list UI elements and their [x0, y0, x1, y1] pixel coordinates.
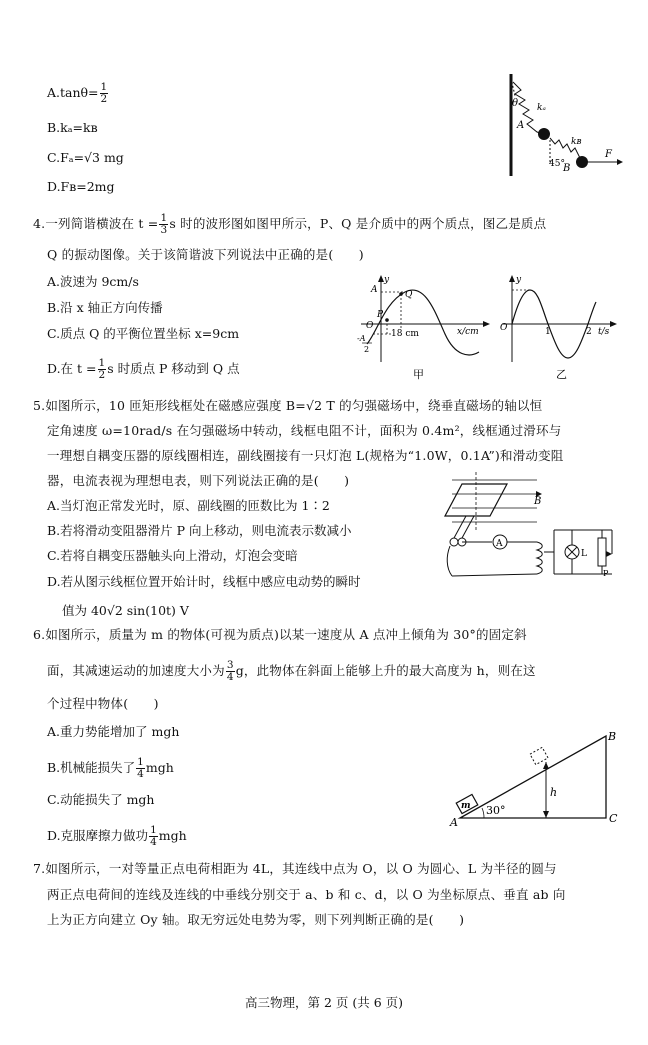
caption-yi: 乙 [556, 368, 567, 381]
fraction-numerator: 3 [226, 659, 234, 671]
q3-option-a-fraction [100, 82, 109, 105]
fraction-numerator: 1 [100, 81, 108, 93]
fraction-denominator: 4 [137, 768, 144, 780]
force-arrow-icon [617, 159, 623, 165]
q6-option-b-fraction [136, 757, 145, 780]
label-o: O [500, 323, 508, 333]
fraction-denominator: 2 [100, 93, 108, 105]
label-t: t/s [598, 327, 610, 337]
label-a: A [371, 285, 378, 295]
block-final-position [530, 747, 548, 764]
x-arrow-icon [483, 321, 490, 327]
label-p: P [377, 310, 384, 320]
q4-figure-yi [498, 272, 623, 382]
q5-stem-line-2: 定角速度 ω=10rad/s 在匀强磁场中转动，线框电阻不计，面积为 0.4m²，线框通过滑环与 [47, 423, 562, 438]
q6-option-d-post: mgh [158, 828, 187, 843]
label-t1: 1 [545, 327, 551, 337]
q6-option-d-fraction [149, 825, 158, 848]
fraction-denominator: 4 [226, 671, 234, 683]
label-theta: θ [512, 98, 519, 109]
q3-option-a [47, 82, 109, 105]
label-b: B [534, 496, 542, 507]
q6-option-b-post: mgh [145, 760, 174, 775]
fraction-denominator: 3 [160, 224, 168, 236]
q3-option-a-prefix: A.tanθ= [47, 85, 99, 100]
q4-stem-fraction [159, 213, 168, 236]
label-neg-a-num: -A [357, 334, 366, 343]
q5-stem-line-4: 器，电流表视为理想电表，则下列说法正确的是( ) [47, 473, 350, 488]
q4-option-d-fraction [98, 358, 107, 381]
q4-option-b: B.沿 x 轴正方向传播 [47, 300, 163, 315]
fraction-numerator: 1 [150, 824, 157, 836]
q6-stem-line-2 [47, 660, 536, 683]
q7-stem-line-2: 两正点电荷间的连线及连线的中垂线分别交于 a、b 和 c、d，以 O 为坐标原点、垂直 ab 向 [47, 887, 566, 902]
fraction-numerator: 1 [98, 357, 106, 369]
height-arrow-up-icon [543, 762, 549, 769]
wire-bottom [452, 574, 537, 576]
label-distance: 18 cm [391, 329, 419, 339]
label-y: y [516, 275, 522, 285]
q4-option-a: A.波速为 9cm/s [47, 274, 139, 289]
label-neg-a-num-value: A [359, 334, 366, 343]
q6-option-d-pre: D.克服摩擦力做功 [47, 828, 149, 843]
label-a: A [450, 816, 458, 828]
waveform [367, 290, 479, 355]
label-neg-a-den: 2 [364, 345, 370, 354]
rheostat-icon [598, 538, 606, 566]
q4-option-d [47, 358, 240, 381]
label-b: B [608, 730, 617, 743]
q3-option-d: D.Fʙ=2mg [47, 179, 115, 194]
q5-option-a: A.当灯泡正常发光时，原、副线圈的匝数比为 1∶2 [47, 498, 330, 513]
q4-stem-line-2: Q 的振动图像。关于该简谐波下列说法中正确的是( ) [47, 247, 364, 262]
q4-stem-pre: 4.一列简谐横波在 t = [33, 216, 159, 231]
q4-option-d-pre: D.在 t = [47, 361, 97, 376]
autotransformer-coil [537, 542, 542, 574]
q6-stem-post: g，此物体在斜面上能够上升的最大高度为 h，则在这 [235, 663, 536, 678]
label-angle: 30° [486, 804, 506, 817]
q6-option-b-pre: B.机械能损失了 [47, 760, 136, 775]
q4-stem-line-1 [33, 213, 546, 236]
label-m: m [461, 801, 471, 811]
q6-figure [446, 724, 626, 828]
angle-arc [482, 808, 484, 818]
ball-b [576, 156, 588, 168]
label-t2: 2 [586, 327, 592, 337]
q4-option-c: C.质点 Q 的平衡位置坐标 x=9cm [47, 326, 240, 341]
q4-figure-jia [353, 272, 493, 382]
q5-stem-line-3: 一理想自耦变压器的原线圈相连，副线圈接有一只灯泡 L(规格为“1.0W，0.1A”)和滑动变阻 [47, 448, 564, 463]
label-kb: kʙ [571, 137, 582, 147]
q3-option-b: B.kₐ=kʙ [47, 120, 98, 135]
label-c: C [609, 812, 618, 825]
label-ka: kₐ [537, 103, 546, 113]
label-y: y [384, 275, 390, 285]
label-o: O [366, 321, 374, 331]
slider-arrow-icon [606, 551, 612, 557]
q6-stem-pre: 面，其减速运动的加速度大小为 [47, 663, 225, 678]
label-h: h [550, 786, 558, 799]
label-45-degrees: 45° [549, 159, 565, 169]
caption-jia: 甲 [413, 368, 424, 381]
q5-option-d-line-2: 值为 40√2 sin(10t) V [62, 603, 189, 618]
q5-option-d-line-1: D.若从图示线框位置开始计时，线框中感应电动势的瞬时 [47, 574, 361, 589]
label-b: B [563, 163, 571, 174]
fraction-denominator: 4 [150, 836, 157, 848]
q6-option-b [47, 757, 174, 780]
q4-stem-post: s 时的波形图如图甲所示，P、Q 是介质中的两个质点，图乙是质点 [169, 216, 547, 231]
q5-option-b: B.若将滑动变阻器滑片 P 向上移动，则电流表示数减小 [47, 523, 352, 538]
label-f: F [605, 149, 612, 160]
q3-option-c: C.Fₐ=√3 mg [47, 150, 124, 165]
label-p: P [603, 569, 609, 578]
fraction-denominator: 2 [98, 369, 106, 381]
label-ammeter: A [496, 539, 503, 549]
label-a: A [517, 120, 525, 131]
t-arrow-icon [610, 321, 617, 327]
ball-a [538, 128, 550, 140]
q7-stem-line-3: 上为正方向建立 Oy 轴。取无穷远处电势为零，则下列判断正确的是( ) [47, 912, 465, 927]
height-arrow-down-icon [543, 811, 549, 818]
incline [460, 736, 606, 818]
y-arrow-icon [509, 275, 515, 282]
q6-option-a: A.重力势能增加了 mgh [47, 724, 180, 739]
q5-option-c: C.若将自耦变压器触头向上滑动，灯泡会变暗 [47, 548, 298, 563]
q5-figure [432, 472, 632, 584]
label-x: x/cm [457, 327, 479, 337]
q3-figure [495, 70, 625, 180]
slip-ring [450, 538, 458, 546]
q6-stem-fraction [226, 660, 235, 683]
q7-stem-line-1: 7.如图所示，一对等量正点电荷相距为 4L，其连线中点为 O，以 O 为圆心、L 为半径的圆与 [33, 861, 557, 876]
q5-stem-line-1: 5.如图所示，10 匝矩形线框处在磁感应强度 B=√2 T 的匀强磁场中，绕垂直磁场的轴以恒 [33, 398, 543, 413]
q6-option-c: C.动能损失了 mgh [47, 792, 155, 807]
q6-stem-line-1: 6.如图所示，质量为 m 的物体(可视为质点)以某一速度从 A 点冲上倾角为 30°的固定斜 [33, 627, 527, 642]
page-footer: 高三物理，第 2 页 (共 6 页) [244, 995, 404, 1010]
fraction-numerator: 1 [160, 212, 168, 224]
fraction-numerator: 1 [137, 756, 144, 768]
q6-stem-line-3: 个过程中物体( ) [47, 696, 159, 711]
label-q: Q [405, 290, 413, 300]
wire-down [447, 546, 452, 576]
label-lamp: L [581, 549, 587, 559]
q6-option-d [47, 825, 187, 848]
q4-option-d-post: s 时质点 P 移动到 Q 点 [107, 361, 240, 376]
